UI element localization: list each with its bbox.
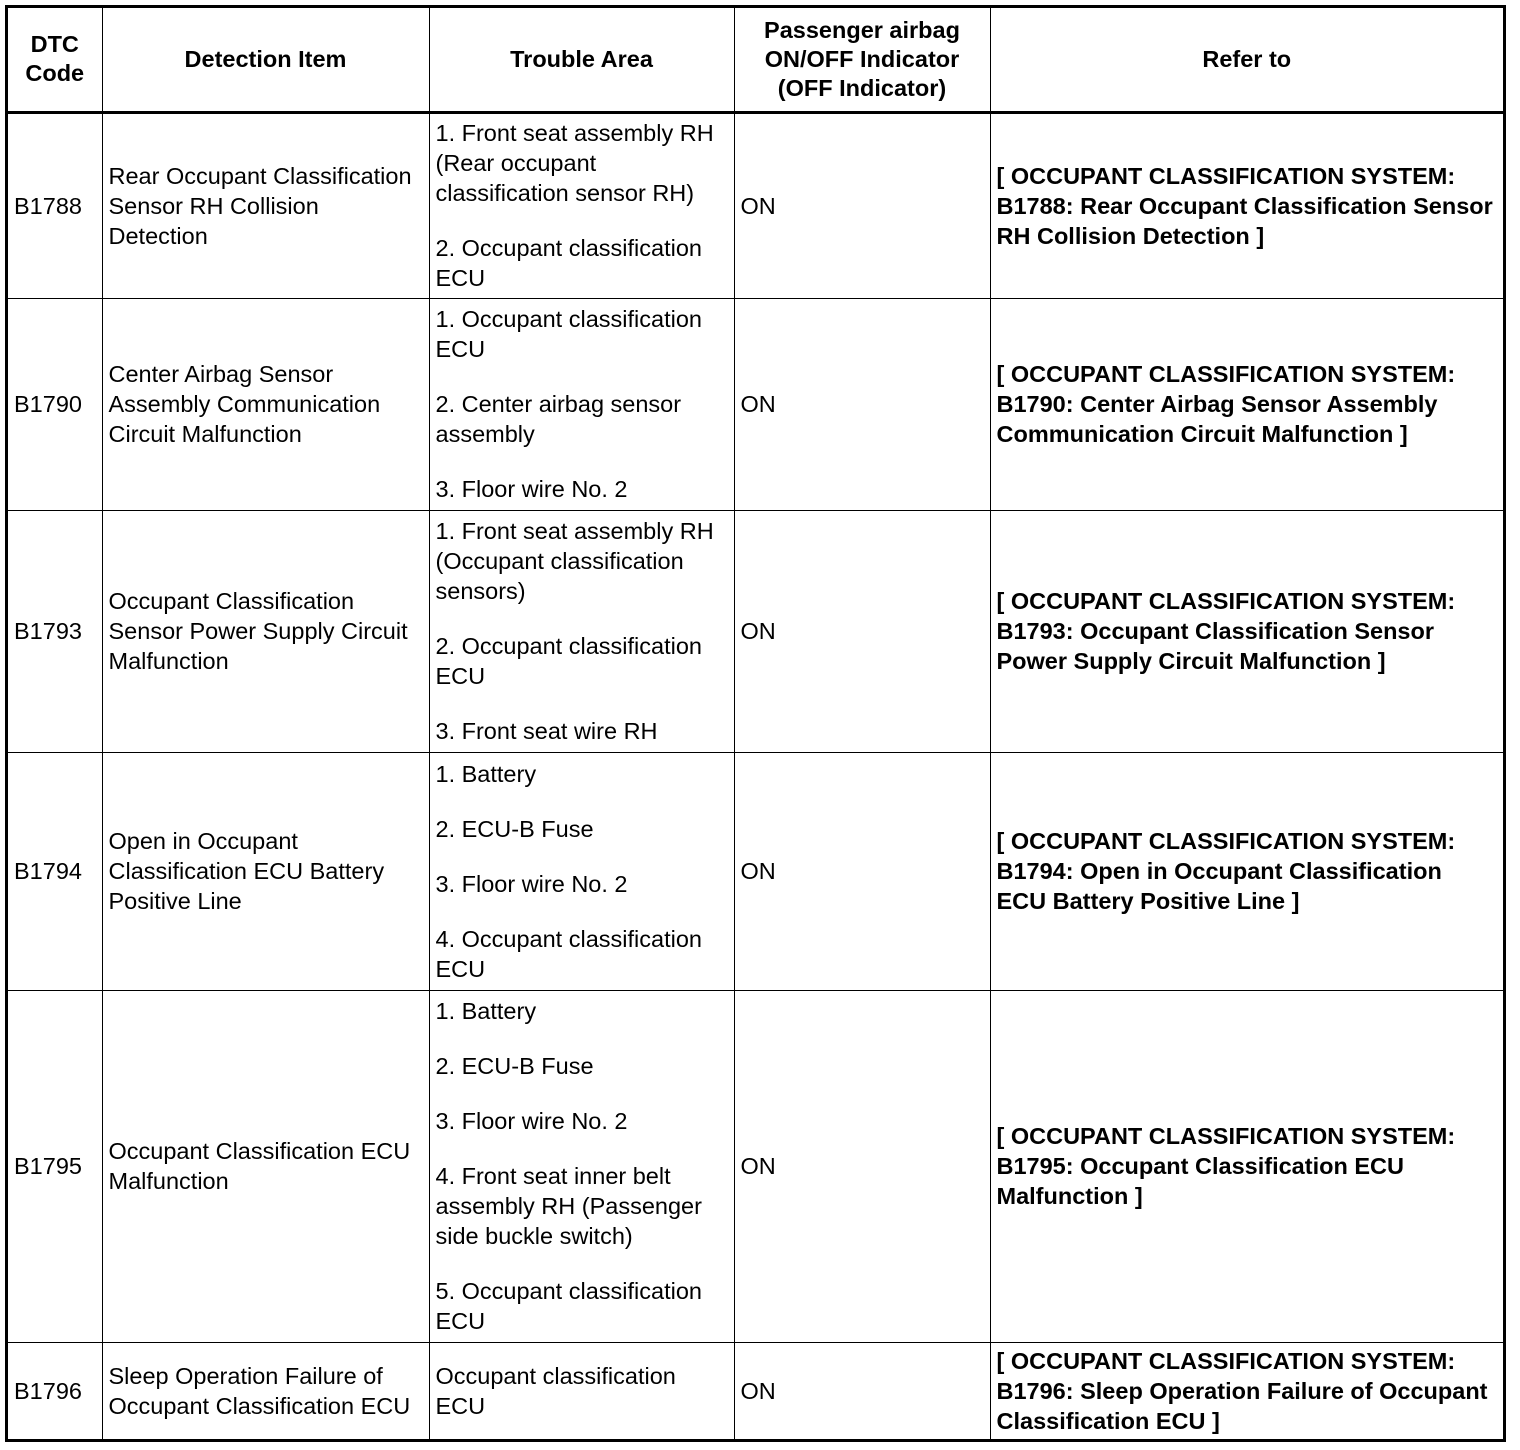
trouble-area-item: 1. Battery: [435, 760, 537, 787]
header-dtc-code: DTC Code: [8, 8, 102, 112]
refer-link[interactable]: [ OCCUPANT CLASSIFICATION SYSTEM: B1794: Open in Occupant Classification ECU Battery Positive Line ]: [990, 752, 1503, 990]
indicator-cell: ON: [734, 112, 990, 298]
trouble-area-item: 4. Occupant classification ECU: [435, 925, 702, 982]
dtc-table-frame: [5, 5, 1506, 1442]
dtc-table: [8, 8, 1503, 1440]
refer-link[interactable]: [ OCCUPANT CLASSIFICATION SYSTEM: B1790: Center Airbag Sensor Assembly Communication Circuit Malfunction ]: [990, 298, 1503, 510]
table-row: [8, 112, 1503, 298]
trouble-area-item: 1. Front seat assembly RH (Rear occupant classification sensor RH): [435, 120, 714, 206]
trouble-area-cell: [429, 112, 734, 298]
trouble-area-item: 1. Occupant classification ECU: [435, 306, 702, 362]
dtc-code-cell: B1795: [8, 990, 102, 1342]
trouble-area-item: 3. Floor wire No. 2: [435, 870, 628, 897]
refer-link[interactable]: [ OCCUPANT CLASSIFICATION SYSTEM: B1796: Sleep Operation Failure of Occupant Classification ECU ]: [990, 1342, 1503, 1440]
indicator-cell: ON: [734, 990, 990, 1342]
trouble-area-item: 5. Occupant classification ECU: [435, 1278, 702, 1334]
table-row: [8, 1342, 1503, 1440]
refer-link[interactable]: [ OCCUPANT CLASSIFICATION SYSTEM: B1788: Rear Occupant Classification Sensor RH Collision Detection ]: [990, 112, 1503, 298]
trouble-area-item: 3. Floor wire No. 2: [435, 476, 628, 502]
trouble-area-cell: [429, 1342, 734, 1440]
trouble-area-item: 1. Front seat assembly RH (Occupant classification sensors): [435, 518, 714, 604]
trouble-area-item: 3. Front seat wire RH: [435, 718, 658, 744]
refer-link[interactable]: [ OCCUPANT CLASSIFICATION SYSTEM: B1793: Occupant Classification Sensor Power Supply Circuit Malfunction ]: [990, 510, 1503, 752]
header-indicator: Passenger airbag ON/OFF Indicator (OFF Indicator): [734, 8, 990, 112]
trouble-area-cell: [429, 752, 734, 990]
header-trouble-area: Trouble Area: [429, 8, 734, 112]
trouble-area-cell: [429, 990, 734, 1342]
dtc-code-cell: B1790: [8, 298, 102, 510]
detection-item-cell: Rear Occupant Classification Sensor RH Collision Detection: [102, 112, 429, 298]
trouble-area-item: 2. ECU-B Fuse: [435, 1053, 594, 1079]
trouble-area-item: Occupant classification ECU: [435, 1363, 676, 1420]
header-detection-item: Detection Item: [102, 8, 429, 112]
trouble-area-item: 2. ECU-B Fuse: [435, 815, 594, 842]
table-row: [8, 752, 1503, 990]
table-row: [8, 990, 1503, 1342]
detection-item-cell: Center Airbag Sensor Assembly Communication Circuit Malfunction: [102, 298, 429, 510]
table-header-row: [8, 8, 1503, 112]
trouble-area-item: 4. Front seat inner belt assembly RH (Passenger side buckle switch): [435, 1163, 702, 1249]
table-row: [8, 298, 1503, 510]
header-refer-to: Refer to: [990, 8, 1503, 112]
trouble-area-item: 1. Battery: [435, 998, 537, 1024]
dtc-code-cell: B1796: [8, 1342, 102, 1440]
detection-item-cell: Open in Occupant Classification ECU Battery Positive Line: [102, 752, 429, 990]
indicator-cell: ON: [734, 298, 990, 510]
trouble-area-item: 3. Floor wire No. 2: [435, 1108, 628, 1134]
trouble-area-item: 2. Occupant classification ECU: [435, 633, 702, 689]
indicator-cell: ON: [734, 1342, 990, 1440]
trouble-area-cell: [429, 510, 734, 752]
indicator-cell: ON: [734, 510, 990, 752]
table-row: [8, 510, 1503, 752]
dtc-code-cell: B1793: [8, 510, 102, 752]
detection-item-cell: Sleep Operation Failure of Occupant Classification ECU: [102, 1342, 429, 1440]
trouble-area-item: 2. Occupant classification ECU: [435, 235, 702, 291]
detection-item-cell: Occupant Classification ECU Malfunction: [102, 990, 429, 1342]
dtc-code-cell: B1794: [8, 752, 102, 990]
trouble-area-cell: [429, 298, 734, 510]
refer-link[interactable]: [ OCCUPANT CLASSIFICATION SYSTEM: B1795: Occupant Classification ECU Malfunction ]: [990, 990, 1503, 1342]
dtc-code-cell: B1788: [8, 112, 102, 298]
indicator-cell: ON: [734, 752, 990, 990]
trouble-area-item: 2. Center airbag sensor assembly: [435, 391, 682, 447]
detection-item-cell: Occupant Classification Sensor Power Supply Circuit Malfunction: [102, 510, 429, 752]
